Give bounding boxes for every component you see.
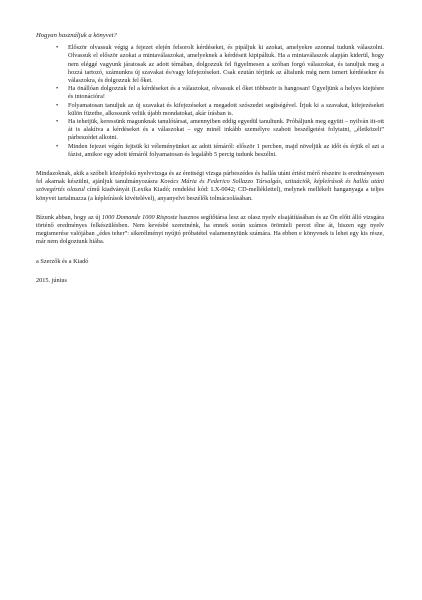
- list-item: [36, 44, 384, 85]
- bullet-icon: •: [56, 85, 59, 93]
- list-item-text: Minden fejezet végén fejtsük ki véleményünket az adott témáról: először 1 percben, majd növeljük az időt és érjük el azt a fázist, amikor egy adott témáról folyamatosan és legalább 5 percig tudunk beszélni.: [68, 142, 384, 158]
- bullet-icon: •: [56, 118, 59, 126]
- intro-text-start: Mindazoknak, akik a szóbeli középfokú nyelvvizsga és az érettségi vizsga párbeszédes és hallás utáni értést mérő részeire is eredményesen fel akarnak készülni, ajánljuk tanulmányozásra: [36, 170, 384, 186]
- intro-text-end: című kiadványát (Lexika Kiadó; rendelési kód: LX-0042; CD-melléklettel), melynek mellékelt hanganyaga a teljes könyvet tartalmazza (a képleírások kivételével), anyanyelvi beszélők tolmácsolásában.: [36, 186, 384, 202]
- signature: a Szerzők és a Kiadó: [36, 257, 89, 265]
- intro-book-title: Társalgás, szituációk, képleírások és hallás utáni szövegértés olaszul: [36, 178, 384, 194]
- list-item-text: Ha tehetjük, keressünk magunknak tanulótársat, amennyiben eddig egyedül tanultunk. Próbáljunk meg együtt – nyilván itt-ott át is alakítva a kérdéseket és a válaszokat – egy minél inkább személyre szabott beszélgetést folytatni, „életközeli” párbeszédet alkotni.: [68, 118, 384, 142]
- section-heading: Hogyan használjuk a könyvet?: [36, 32, 117, 39]
- closing-text-start: Bízunk abban, hogy az új: [36, 213, 102, 221]
- list-item-text: Először olvassuk végig a fejezet elején felsorolt kérdéseket, és pipáljuk ki azokat, amelyekre azonnal tudunk válaszolni. Olvassuk el először azokat a mintaválaszokat, amelyeknek a kérdéseit kipipáltuk. Ha a mintaválaszok alapján kiderül, hogy nem eléggé vagyunk járatosak az adott témában, dolgozzuk fel figyelmesen a szóban forgó válaszokat, és tanuljuk meg a hozzá tartozó, számunkra új szavakat és/vagy kifejezéseket. Csak ezután térjünk az általunk még nem ismert kérdésekre és válaszokra, és dolgozzuk fel őket.: [68, 44, 384, 85]
- list-item: [36, 143, 384, 159]
- steps-list: [36, 44, 384, 159]
- list-item-text: Ha önállóan dolgozzuk fel a kérdéseket és a válaszokat, olvassuk el őket többször is hangosan! Ügyeljünk a helyes kiejtésre és intonációra!: [68, 85, 384, 101]
- closing-book-title: 1000 Domande 1000 Risposte: [101, 213, 178, 221]
- closing-text-end: hasznos segítőtársa lesz az olasz nyelv elsajátításában és az Ön előtt álló vizsgára történő eredményes felkészülésben. Nem kevésbé szeretnénk, ha ennek során számos örömteli percet élne át, hiszen egy nyelv megismerése valójában „édes teher”: sikerélményt nyújtó próbatétel valamennyiünk számára. Ha ebben e könyvnek is lehet egy kis része, már nem dolgoztunk hiába.: [36, 213, 384, 246]
- list-item: [36, 85, 384, 101]
- intro-paragraph: [36, 170, 384, 203]
- list-item: [36, 118, 384, 143]
- list-item-text: Folyamatosan tanuljuk az új szavakat és kifejezéseket a megadott szószedet segítségével. Írjuk ki a szavakat, kifejezéseket külön füzetbe, alkossunk velük újabb mondatokat, akár írásban is.: [68, 101, 384, 117]
- closing-paragraph: [36, 214, 384, 247]
- intro-authors: Kovács Mária és Federico Sollazzo: [160, 178, 254, 186]
- date: 2015. június: [36, 276, 67, 284]
- list-item: [36, 102, 384, 118]
- bullet-icon: •: [56, 44, 59, 52]
- bullet-icon: •: [56, 142, 59, 150]
- bullet-icon: •: [56, 101, 59, 109]
